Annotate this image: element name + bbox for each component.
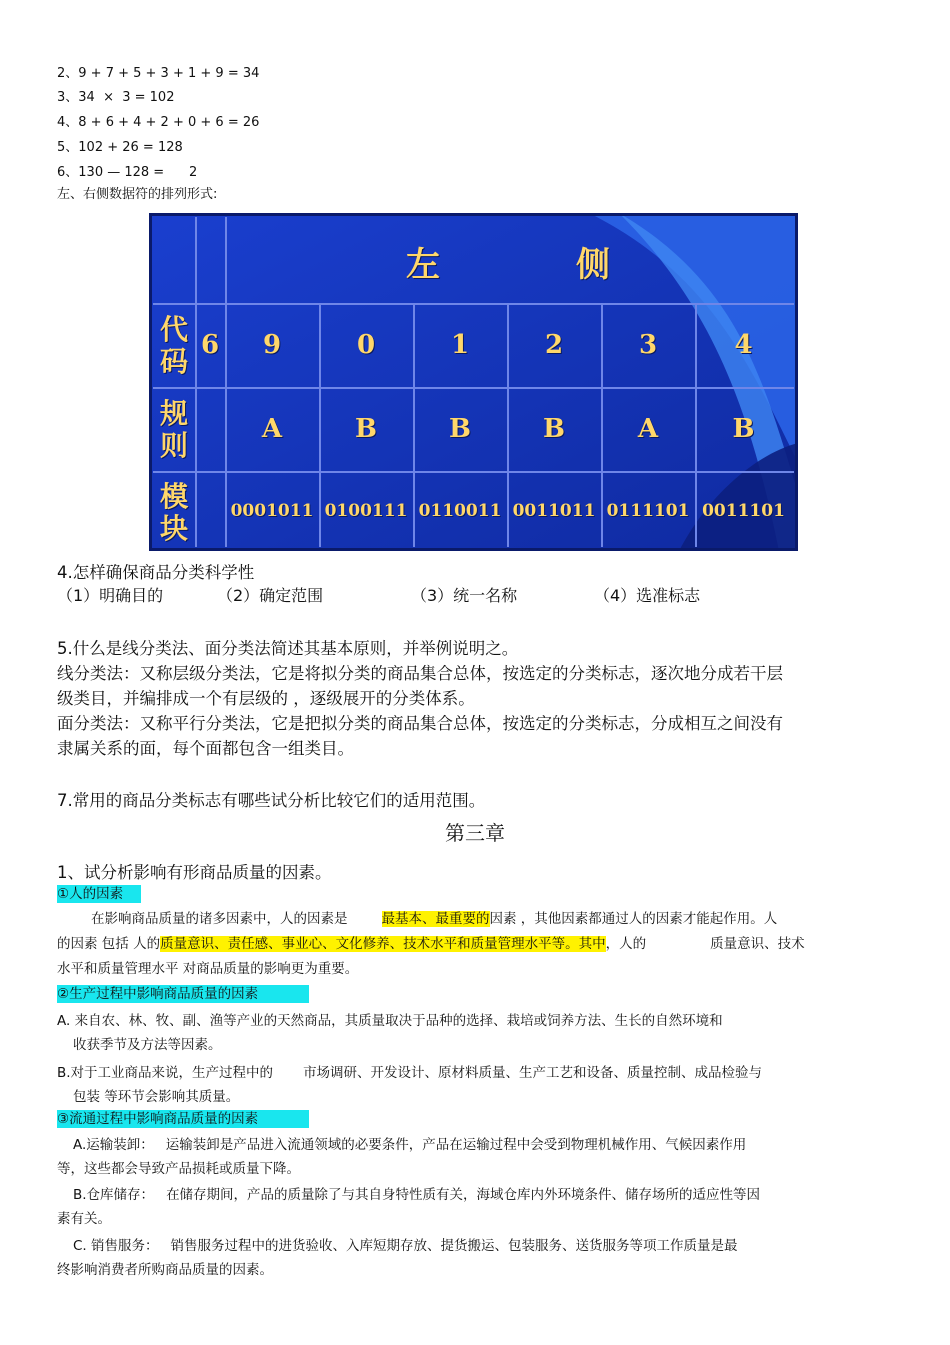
digit-cell: 2: [544, 330, 564, 360]
s3-a1-a: A.运输装卸：: [73, 1137, 154, 1153]
q4-step-2: （2）确定范围: [217, 586, 324, 605]
q4-step-3: （3）统一名称: [411, 586, 518, 605]
section-circulation-factor: ③流通过程中影响商品质量的因素: [57, 1110, 309, 1128]
module-cell: 0011101: [702, 501, 785, 521]
calc-line-5: 5、102 + 26 = 128: [57, 140, 183, 155]
calc-line-2: 2、9 + 7 + 5 + 3 + 1 + 9 = 34: [57, 66, 260, 81]
section-production-factor: ②生产过程中影响商品质量的因素: [57, 985, 309, 1003]
s3-b1-a: B.仓库储存：: [73, 1187, 155, 1203]
chapter-title: 第三章: [445, 821, 505, 845]
q4-title: 4.怎样确保商品分类科学性: [57, 563, 255, 582]
digit-cell: 3: [638, 330, 658, 360]
s2-b-line-1: [57, 1061, 762, 1085]
calc-line-4: 4、8 + 6 + 4 + 2 + 0 + 6 = 26: [57, 115, 260, 130]
s3-b-line-2: 素有关。: [57, 1211, 111, 1227]
rule-cell: B: [355, 414, 377, 444]
s2-a-line-1: A. 来自农、林、牧、副、渔等产业的天然商品，其质量取决于品种的选择、栽培或饲养方法、生长的自然环境和: [57, 1013, 723, 1029]
s2-b-line-2: 包装 等环节会影响其质量。: [73, 1089, 240, 1105]
s1-line-3: 水平和质量管理水平 对商品质量的影响更为重要。: [57, 961, 359, 977]
ch3-question-1: 1、试分析影响有形商品质量的因素。: [57, 863, 332, 882]
digit-cell: 0: [356, 330, 376, 360]
s3-b-line-1: [73, 1183, 760, 1207]
s1-l1-highlight: 最基本、最重要的: [381, 911, 490, 927]
s1-l1-b: 因素 ，其他因素都通过人的因素才能起作用。人: [489, 911, 778, 927]
row-label-code: 代码: [159, 313, 188, 378]
s1-l1-a: 在影响商品质量的诸多因素中，人的因素是: [91, 911, 348, 927]
rule-cell: A: [637, 414, 659, 444]
s1-l2-c: 质量意识、技术: [710, 936, 805, 952]
row-label-rule: 规则: [159, 397, 188, 462]
s3-a-line-1: [73, 1133, 746, 1157]
q7-title: 7.常用的商品分类标志有哪些试分析比较它们的适用范围。: [57, 791, 486, 810]
module-cell: 0110011: [418, 501, 502, 521]
digit-cell: 9: [262, 330, 282, 360]
lead-digit: 6: [200, 330, 220, 360]
digit-cell: 1: [450, 330, 470, 360]
s3-b1-b: 在储存期间，产品的质量除了与其自身特性质有关，海域仓库内外环境条件、储存场所的适应性等因: [166, 1187, 761, 1203]
header-left-char: 左: [406, 244, 440, 285]
s1-l2-highlight: 质量意识、责任感、事业心、文化修养、技术水平和质量管理水平等。其中: [160, 936, 606, 952]
q4-step-4: （4）选准标志: [594, 586, 701, 605]
encoding-table-image: [149, 213, 798, 551]
s3-c-line-2: 终影响消费者所购商品质量的因素。: [57, 1262, 273, 1278]
s3-a-line-2: 等，这些都会导致产品损耗或质量下降。: [57, 1161, 300, 1177]
q4-step-1: （1）明确目的: [57, 586, 164, 605]
q5-line-2: 级类目，并编排成一个有层级的 ，逐级展开的分类体系。: [57, 689, 475, 708]
s2-b1-b: 市场调研、开发设计、原材料质量、生产工艺和设备、质量控制、成品检验与: [303, 1065, 763, 1081]
calc-line-6: 6、130 — 128 = 2: [57, 165, 198, 180]
rule-cell: B: [449, 414, 471, 444]
s3-c1-a: C. 销售服务：: [73, 1238, 159, 1254]
q5-title: 5.什么是线分类法、面分类法简述其基本原则，并举例说明之。: [57, 639, 519, 658]
module-cell: 0001011: [230, 501, 314, 521]
q5-line-1: 线分类法：又称层级分类法，它是将拟分类的商品集合总体，按选定的分类标志，逐次地分成若干层: [57, 664, 783, 683]
s1-line-2: [57, 932, 805, 956]
q5-line-4: 隶属关系的面，每个面都包含一组类目。: [57, 739, 354, 758]
rule-cell: B: [732, 414, 755, 444]
q5-line-3: 面分类法：又称平行分类法，它是把拟分类的商品集合总体，按选定的分类标志，分成相互之间没有: [57, 714, 783, 733]
digit-cell: 4: [734, 330, 753, 360]
module-cell: 0011011: [512, 501, 596, 521]
rule-cell: A: [261, 414, 283, 444]
calc-line-3: 3、34 × 3 = 102: [57, 90, 175, 105]
s2-a-line-2: 收获季节及方法等因素。: [73, 1037, 222, 1053]
row-label-module: 模块: [159, 480, 188, 545]
s3-c1-b: 销售服务过程中的进货验收、入库短期存放、提货搬运、包装服务、送货服务等项工作质量是最: [170, 1238, 738, 1254]
header-side-char: 侧: [576, 244, 610, 285]
s1-l2-b: ，人的: [605, 936, 647, 952]
intro-note: 左、右侧数据符的排列形式:: [57, 187, 218, 202]
s2-b1-a: B.对于工业商品来说，生产过程中的: [57, 1065, 274, 1081]
module-cell: 0111101: [606, 501, 690, 521]
s3-c-line-1: [73, 1234, 738, 1258]
s3-a1-b: 运输装卸是产品进入流通领域的必要条件，产品在运输过程中会受到物理机械作用、气候因素作用: [165, 1137, 747, 1153]
section-human-factor: ①人的因素: [57, 885, 141, 903]
s1-l2-a: 的因素 包括 人的: [57, 936, 161, 952]
rule-cell: B: [543, 414, 565, 444]
s1-line-1: [91, 907, 777, 931]
module-cell: 0100111: [324, 501, 408, 521]
